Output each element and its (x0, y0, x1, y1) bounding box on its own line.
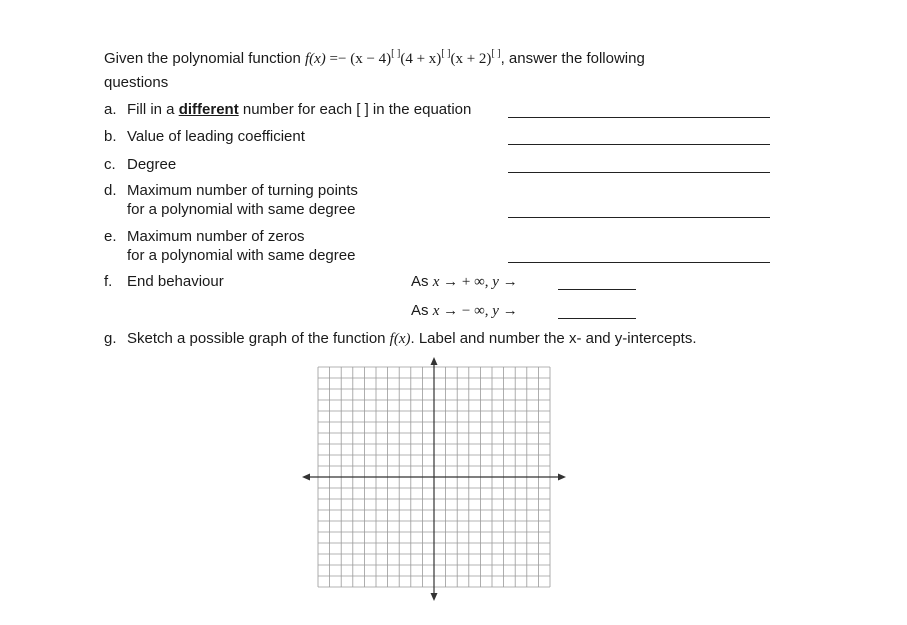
item-e-letter: e. (104, 228, 117, 245)
arrow-1: → (439, 274, 462, 290)
intro-text: Given the polynomial function (104, 50, 305, 67)
intro-line-2: questions (104, 74, 169, 91)
item-g-post: . Label and number the x- and y-intercepts. (410, 330, 697, 347)
item-f-text: End behaviour (127, 273, 224, 290)
item-e-text-1: Maximum number of zeros (127, 228, 305, 245)
exponent-blank-1: [ ] (391, 48, 401, 59)
item-g-letter: g. (104, 330, 117, 347)
item-g-pre: Sketch a possible graph of the function (127, 330, 390, 347)
item-f-letter: f. (104, 273, 113, 290)
x-var-2: x (432, 303, 440, 319)
item-d-text-2: for a polynomial with same degree (127, 201, 356, 218)
arrow-1b: → (498, 274, 518, 290)
answer-line-b[interactable] (508, 144, 770, 145)
sketch-grid[interactable] (300, 355, 570, 603)
end-behaviour-row-1 (411, 273, 518, 291)
as-label-1: As (411, 273, 433, 290)
limit-1: + ∞, (461, 274, 493, 290)
y-var-2: y (492, 303, 499, 319)
item-g-text (127, 330, 697, 348)
y-axis-down-arrow-icon (431, 593, 438, 601)
x-axis-left-arrow-icon (302, 474, 310, 481)
item-d-letter: d. (104, 182, 117, 199)
intro-suffix: , answer the following (500, 50, 645, 67)
item-c-text: Degree (127, 156, 177, 173)
answer-line-f2[interactable] (558, 318, 636, 319)
factor-1: (x − 4) (350, 51, 392, 67)
x-var-1: x (432, 274, 440, 290)
item-g-func: f(x) (389, 331, 411, 347)
answer-line-d[interactable] (508, 217, 770, 218)
item-a-pre: Fill in a (127, 101, 179, 118)
item-a-letter: a. (104, 101, 117, 118)
arrow-2: → (439, 303, 462, 319)
item-a-text (127, 101, 471, 119)
answer-line-c[interactable] (508, 172, 770, 173)
function-name: f(x) (304, 51, 326, 67)
arrow-2b: → (498, 303, 518, 319)
item-e-text-2: for a polynomial with same degree (127, 247, 356, 264)
item-a-bold: different (178, 101, 239, 118)
item-b-text: Value of leading coefficient (127, 128, 305, 145)
item-b-letter: b. (104, 128, 117, 145)
answer-line-f1[interactable] (558, 289, 636, 290)
y-axis-up-arrow-icon (431, 357, 438, 365)
x-axis-right-arrow-icon (558, 474, 566, 481)
answer-line-e[interactable] (508, 262, 770, 263)
question-intro (104, 45, 645, 68)
exponent-blank-3: [ ] (491, 48, 501, 59)
item-d-text-1: Maximum number of turning points (127, 182, 358, 199)
item-c-letter: c. (104, 156, 116, 173)
item-a-post: number for each [ ] in the equation (238, 101, 472, 118)
equals-sign: =− (325, 51, 351, 67)
answer-line-a[interactable] (508, 117, 770, 118)
limit-2: − ∞, (461, 303, 493, 319)
as-label-2: As (411, 302, 433, 319)
factor-2: (4 + x) (400, 51, 442, 67)
factor-3: (x + 2) (450, 51, 492, 67)
y-var-1: y (492, 274, 499, 290)
end-behaviour-row-2 (411, 302, 518, 320)
exponent-blank-2: [ ] (441, 48, 451, 59)
